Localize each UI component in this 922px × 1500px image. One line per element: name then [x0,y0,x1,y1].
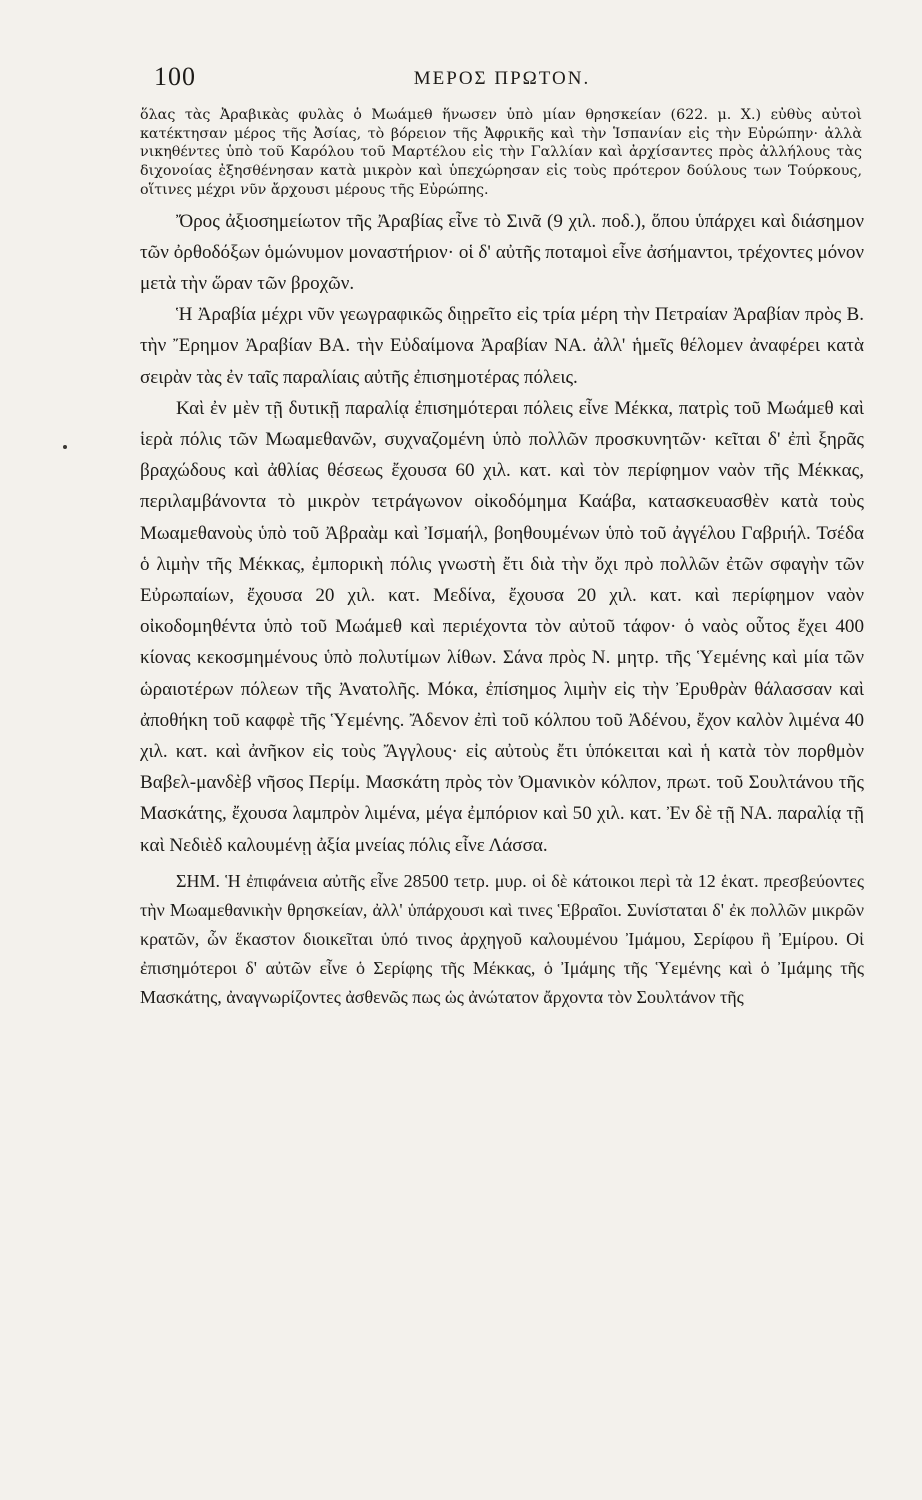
paragraph-note: ΣΗΜ. Ἡ ἐπιφάνεια αὐτῆς εἶνε 28500 τετρ. μυρ. οἱ δὲ κάτοικοι περὶ τὰ 12 ἑκατ. πρεσβεύοντες τὴν Μωαμεθανικὴν θρησκείαν, ἀλλ' ὑπάρχουσι καὶ τινες Ἑβραῖοι. Συνίσταται δ' ἐκ πολλῶν μικρῶν κρατῶν, ὧν ἕκαστον διοικεῖται ὑπό τινος ἀρχηγοῦ καλουμένου Ἰμάμου, Σερίφου ἢ Ἐμίρου. Οἱ ἐπισημότεροι δ' αὐτῶν εἶνε ὁ Σερίφης τῆς Μέκκας, ὁ Ἰμάμης τῆς Ὑεμένης καὶ ὁ Ἰμάμης τῆς Μασκάτης, ἀναγνωρίζοντες ἀσθενῶς πως ὡς ἀνώτατον ἄρχοντα τὸν Σουλτάνον τῆς [140,870,864,1007]
paragraph-divisions: Ἡ Ἀραβία μέχρι νῦν γεωγραφικῶς διῃρεῖτο εἰς τρία μέρη τὴν Πετραίαν Ἀραβίαν πρὸς Β. τὴν Ἔρημον Ἀραβίαν ΒΑ. τὴν Εὐδαίμονα Ἀραβίαν ΝΑ. ἀλλ' ἡμεῖς θέλομεν ἀναφέρει κατὰ σειρὰν τὰς ἐν ταῖς παραλίαις αὐτῆς ἐπισημοτέρας πόλεις. [140,304,864,388]
running-head: ΜΕΡΟΣ ΠΡΩΤΟΝ. [413,68,591,89]
paragraph-mountains: Ὄρος ἀξιοσημείωτον τῆς Ἀραβίας εἶνε τὸ Σινᾶ (9 χιλ. ποδ.), ὅπου ὑπάρχει καὶ διάσημον τῶν ὀρθοδόξων ὁμώνυμον μοναστήριον· οἱ δ' αὐτῆς ποταμοὶ εἶνε ἀσήμαντοι, τρέχοντες μόνον μετὰ τὴν ὥραν τῶν βροχῶν. [140,210,864,294]
paragraph-small-intro: ὅλας τὰς Ἀραβικὰς φυλὰς ὁ Μωάμεθ ἥνωσεν ὑπὸ μίαν θρησκείαν (622. μ. Χ.) εὐθὺς αὐτοὶ κατέκτησαν μέρος τῆς Ἀσίας, τὸ βόρειον τῆς Ἀφρικῆς καὶ τὴν Ἱσπανίαν εἰς τὴν Εὐρώπην· ἀλλὰ νικηθέντες ὑπὸ τοῦ Καρόλου τοῦ Μαρτέλου εἰς τὴν Γαλλίαν καὶ ἀρχίσαντες πρὸς ἀλλήλους τὰς διχονοίας ἐξησθένησαν κατὰ μικρὸν καὶ ὑπεχώρησαν εἰς τοὺς πρότερον δούλους των Τούρκους, οἵτινες μέχρι νῦν ἄρχουσι μέρους τῆς Εὐρώπης. [140,107,862,198]
page-number: 100 [154,62,196,91]
margin-mark [63,445,67,449]
paragraph-cities: Καὶ ἐν μὲν τῇ δυτικῇ παραλίᾳ ἐπισημότεραι πόλεις εἶνε Μέκκα, πατρὶς τοῦ Μωάμεθ καὶ ἱερὰ πόλις τῶν Μωαμεθανῶν, συχναζομένη ὑπὸ πολλῶν προσκυνητῶν· κεῖται δ' ἐπὶ ξηρᾶς βραχώδους καὶ ἀθλίας θέσεως ἔχουσα 60 χιλ. κατ. καὶ τὸν περίφημον ναὸν τῆς Μέκκας, περιλαμβάνοντα τὸ μικρὸν τετράγωνον οἰκοδόμημα Καάβα, κατασκευασθὲν κατὰ τοὺς Μωαμεθανοὺς ὑπὸ τοῦ Ἀβραὰμ καὶ Ἰσμαήλ, βοηθουμένων ὑπὸ τοῦ ἀγγέλου Γαβριήλ. Τσέδα ὁ λιμὴν τῆς Μέκκας, ἐμπορικὴ πόλις γνωστὴ ἔτι διὰ τὴν ὄχι πρὸ πολλῶν ἐτῶν σφαγὴν τῶν Εὐρωπαίων, ἔχουσα 20 χιλ. κατ. Μεδίνα, ἔχουσα 20 χιλ. κατ. καὶ περίφημον ναὸν οἰκοδομηθέντα ὑπὸ τοῦ Μωάμεθ καὶ περιέχοντα τὸν αὐτοῦ τάφον· ὁ ναὸς οὗτος ἔχει 400 κίονας κεκοσμημένους ὑπὸ πολυτίμων λίθων. Σάνα πρὸς Ν. μητρ. τῆς Ὑεμένης καὶ μία τῶν ὡραιοτέρων πόλεων τῆς Ἀνατολῆς. Μόκα, ἐπίσημος λιμὴν εἰς τὴν Ἐρυθρὰν θάλασσαν καὶ ἀποθήκη τοῦ καφφὲ τῆς Ὑεμένης. Ἄδενον ἐπὶ τοῦ κόλπου τοῦ Ἀδένου, ἔχον καλὸν λιμένα 40 χιλ. κατ. καὶ ἀνῆκον εἰς τοὺς Ἄγγλους· εἰς αὐτοὺς ἔτι ὑπόκειται καὶ ἡ κατὰ τὸν πορθμὸν Βαβελ-μανδὲβ νῆσος Περίμ. Μασκάτη πρὸς τὸν Ὀμανικὸν κόλπον, πρωτ. τοῦ Σουλτάνου τῆς Μασκάτης, ἔχουσα λαμπρὸν λιμένα, μέγα ἐμπόριον καὶ 50 χιλ. κατ. Ἐν δὲ τῇ ΝΑ. παραλίᾳ τῇ καὶ Νεδιὲδ καλουμένῃ ἀξία μνείας πόλις εἶνε Λάσσα. [140,397,864,856]
book-page [140,62,864,1012]
page-header [140,62,864,106]
